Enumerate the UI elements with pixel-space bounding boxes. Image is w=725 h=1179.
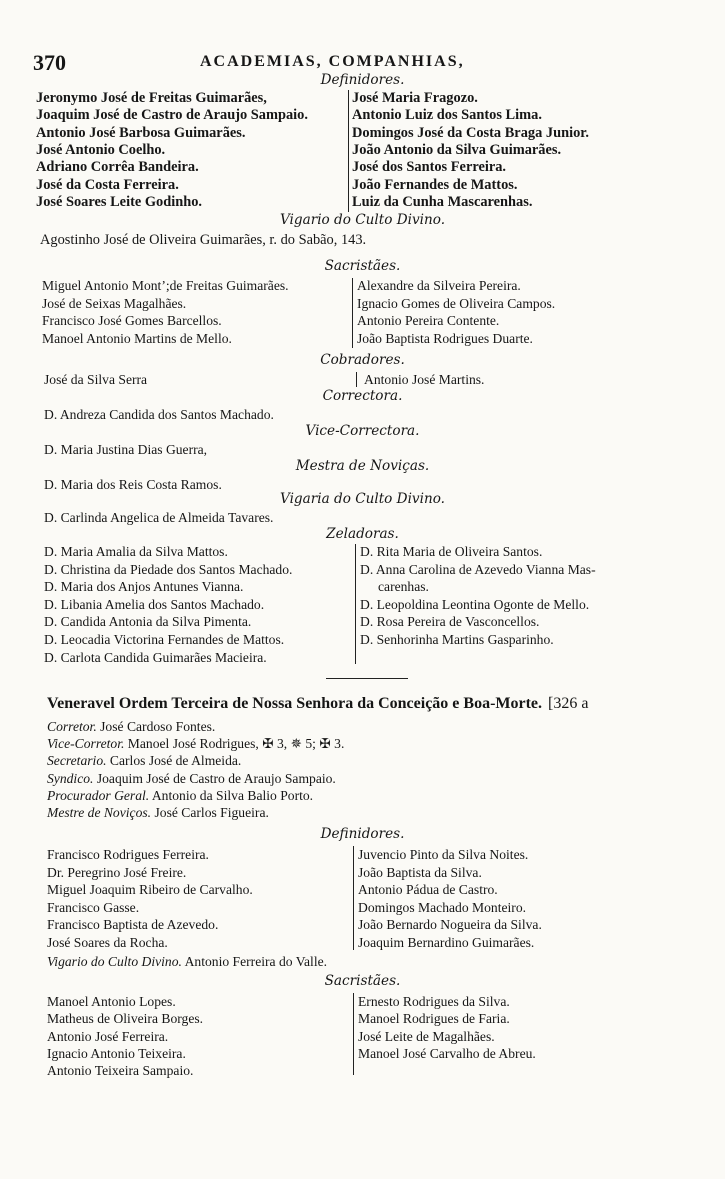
zeladora-right: D. Leopoldina Leontina Ogonte de Mello. [360, 596, 590, 612]
section2-vigario-value: Antonio Ferreira do Valle. [184, 954, 328, 969]
definidor-left: Francisco Rodrigues Ferreira. [47, 847, 209, 862]
sacristao-left: José de Seixas Magalhães. [42, 295, 187, 311]
cobrador-right: Antonio José Martins. [364, 372, 485, 387]
definidor-right: Joaquim Bernardino Guimarães. [358, 934, 535, 950]
section2-vigario [47, 953, 327, 970]
definidor-left: Dr. Peregrino José Freire. [47, 864, 187, 880]
section1-vigaria: D. Carlinda Angelica de Almeida Tavares. [44, 510, 274, 525]
section2-title [47, 695, 588, 713]
sacristao-right: Manoel Rodrigues de Faria. [358, 1011, 510, 1027]
definidor-right: Antonio Luiz dos Santos Lima. [352, 107, 542, 124]
definidor-right: João Bernardo Nogueira da Silva. [358, 917, 542, 932]
column-divider [356, 372, 357, 387]
definidor-right: José Maria Fragozo. [352, 90, 478, 106]
definidor-right: Luiz da Cunha Mascarenhas. [352, 193, 533, 210]
officer-row [47, 804, 269, 821]
zeladora-right: D. Anna Carolina de Azevedo Vianna Mas- [360, 561, 596, 577]
definidor-right: Domingos José da Costa Braga Junior. [352, 124, 589, 141]
definidor-right: João Fernandes de Mattos. [352, 176, 518, 193]
definidor-right: João Antonio da Silva Guimarães. [352, 141, 562, 158]
officer-value: Carlos José de Almeida. [106, 753, 242, 769]
section1-correctora-title: Correctora. [322, 388, 403, 404]
sacristao-left: Ignacio Antonio Teixeira. [47, 1045, 186, 1061]
zeladora-left: D. Candida Antonia da Silva Pimenta. [44, 614, 252, 630]
definidor-left: Adriano Corrêa Bandeira. [36, 159, 199, 176]
zeladora-left: D. Maria dos Anjos Antunes Vianna. [44, 579, 244, 595]
officer-row [47, 718, 215, 735]
cobrador-left: José da Silva Serra [44, 372, 148, 387]
definidor-left: Antonio José Barbosa Guimarães. [36, 124, 246, 141]
sacristao-right: Alexandre da Silveira Pereira. [357, 278, 521, 293]
column-divider [353, 846, 354, 950]
section1-mestra-title: Mestra de Noviças. [295, 458, 430, 474]
officer-value: José Cardoso Fontes. [96, 719, 216, 734]
definidor-right: Antonio Pádua de Castro. [358, 882, 498, 897]
zeladora-right: D. Rosa Pereira de Vasconcellos. [360, 614, 540, 630]
section1-zeladoras-title: Zeladoras. [326, 526, 399, 542]
section1-cobradores-title: Cobradores. [320, 352, 405, 368]
section1-vigario-title: Vigario do Culto Divino. [279, 212, 446, 228]
zeladora-left: D. Leocadia Victorina Fernandes de Mattos. [44, 632, 285, 647]
section1-vigaria-title: Vigaria do Culto Divino. [280, 491, 445, 507]
officer-value: Joaquim José de Castro de Araujo Sampaio. [93, 770, 336, 786]
sacristao-right: Ernesto Rodrigues da Silva. [358, 994, 510, 1009]
sacristao-left: Manoel Antonio Lopes. [47, 994, 176, 1009]
sacristao-right: Antonio Pereira Contente. [357, 313, 500, 329]
sacristao-left: Manoel Antonio Martins de Mello. [42, 331, 232, 347]
definidor-left: José Antonio Coelho. [36, 141, 166, 158]
section-separator [326, 678, 408, 679]
officer-label: Mestre de Noviços. [47, 805, 152, 820]
page-number: 370 [33, 50, 66, 75]
zeladora-left: D. Carlota Candida Guimarães Macieira. [44, 649, 267, 665]
zeladora-right: D. Senhorinha Martins Gasparinho. [360, 632, 554, 647]
zeladora-left: D. Christina da Piedade dos Santos Machado. [44, 561, 293, 577]
definidor-right: Domingos Machado Monteiro. [358, 899, 527, 915]
section1-correctora: D. Andreza Candida dos Santos Machado. [44, 407, 274, 422]
officer-row [47, 735, 344, 752]
definidor-left: Joaquim José de Castro de Araujo Sampaio. [36, 107, 308, 124]
sacristao-right: José Leite de Magalhães. [358, 1028, 495, 1044]
running-head: ACADEMIAS, COMPANHIAS, [200, 53, 465, 70]
definidor-left: José da Costa Ferreira. [36, 176, 179, 193]
officer-label: Corretor. [47, 719, 97, 734]
officer-row [47, 770, 336, 787]
officer-value: Manoel José Rodrigues, ✠ 3, ✵ 5; ✠ 3. [124, 736, 345, 752]
zeladora-left: D. Maria Amalia da Silva Mattos. [44, 544, 228, 559]
officer-label: Secretario. [47, 753, 107, 769]
definidor-left: Francisco Baptista de Azevedo. [47, 917, 219, 932]
officer-label: Syndico. [47, 770, 94, 786]
definidor-right: José dos Santos Ferreira. [352, 159, 507, 176]
zeladora-right: carenhas. [378, 579, 429, 595]
section1-vice-correctora: D. Maria Justina Dias Guerra, [44, 442, 208, 457]
sacristao-left: Antonio Teixeira Sampaio. [47, 1063, 194, 1079]
definidor-left: Francisco Gasse. [47, 899, 140, 915]
sacristao-right: Ignacio Gomes de Oliveira Campos. [357, 295, 556, 311]
section2-title-ref: [326 a [548, 695, 589, 712]
section1-sacristaes-title: Sacristães. [324, 258, 401, 274]
section2-vigario-label: Vigario do Culto Divino. [47, 954, 182, 969]
section2-definidores-title: Definidores. [320, 826, 405, 842]
definidor-right: João Baptista da Silva. [358, 864, 482, 880]
column-divider [352, 278, 353, 348]
definidor-left: Jeronymo José de Freitas Guimarães, [36, 90, 267, 106]
column-divider [348, 90, 349, 212]
definidor-left: José Soares da Rocha. [47, 934, 168, 950]
section1-vigario: Agostinho José de Oliveira Guimarães, r. do Sabão, 143. [40, 232, 367, 248]
officer-value: José Carlos Figueira. [151, 805, 269, 820]
zeladora-left: D. Libania Amelia dos Santos Machado. [44, 596, 265, 612]
definidor-left: José Soares Leite Godinho. [36, 193, 203, 210]
section1-vice-correctora-title: Vice-Correctora. [305, 423, 420, 439]
officer-label: Vice-Corretor. [47, 736, 125, 752]
sacristao-left: Matheus de Oliveira Borges. [47, 1011, 204, 1027]
sacristao-right: João Baptista Rodrigues Duarte. [357, 331, 533, 347]
officer-label: Procurador Geral. [47, 787, 150, 803]
officer-row [47, 787, 313, 804]
sacristao-left: Miguel Antonio Montʼ;de Freitas Guimarães. [42, 278, 289, 293]
officer-row [47, 752, 241, 769]
definidor-left: Miguel Joaquim Ribeiro de Carvalho. [47, 882, 253, 897]
sacristao-right: Manoel José Carvalho de Abreu. [358, 1045, 536, 1061]
zeladora-right: D. Rita Maria de Oliveira Santos. [360, 544, 543, 559]
sacristao-left: Francisco José Gomes Barcellos. [42, 313, 222, 329]
officer-value: Antonio da Silva Balio Porto. [149, 787, 314, 803]
column-divider [355, 544, 356, 664]
definidor-right: Juvencio Pinto da Silva Noites. [358, 847, 529, 862]
sacristao-left: Antonio José Ferreira. [47, 1028, 169, 1044]
section2-sacristaes-title: Sacristães. [324, 973, 401, 989]
column-divider [353, 993, 354, 1075]
section1-mestra: D. Maria dos Reis Costa Ramos. [44, 477, 222, 492]
section1-definidores-title: Definidores. [320, 72, 405, 88]
section2-title-text: Veneravel Ordem Terceira de Nossa Senhora da Conceição e Boa-Morte. [47, 695, 543, 712]
